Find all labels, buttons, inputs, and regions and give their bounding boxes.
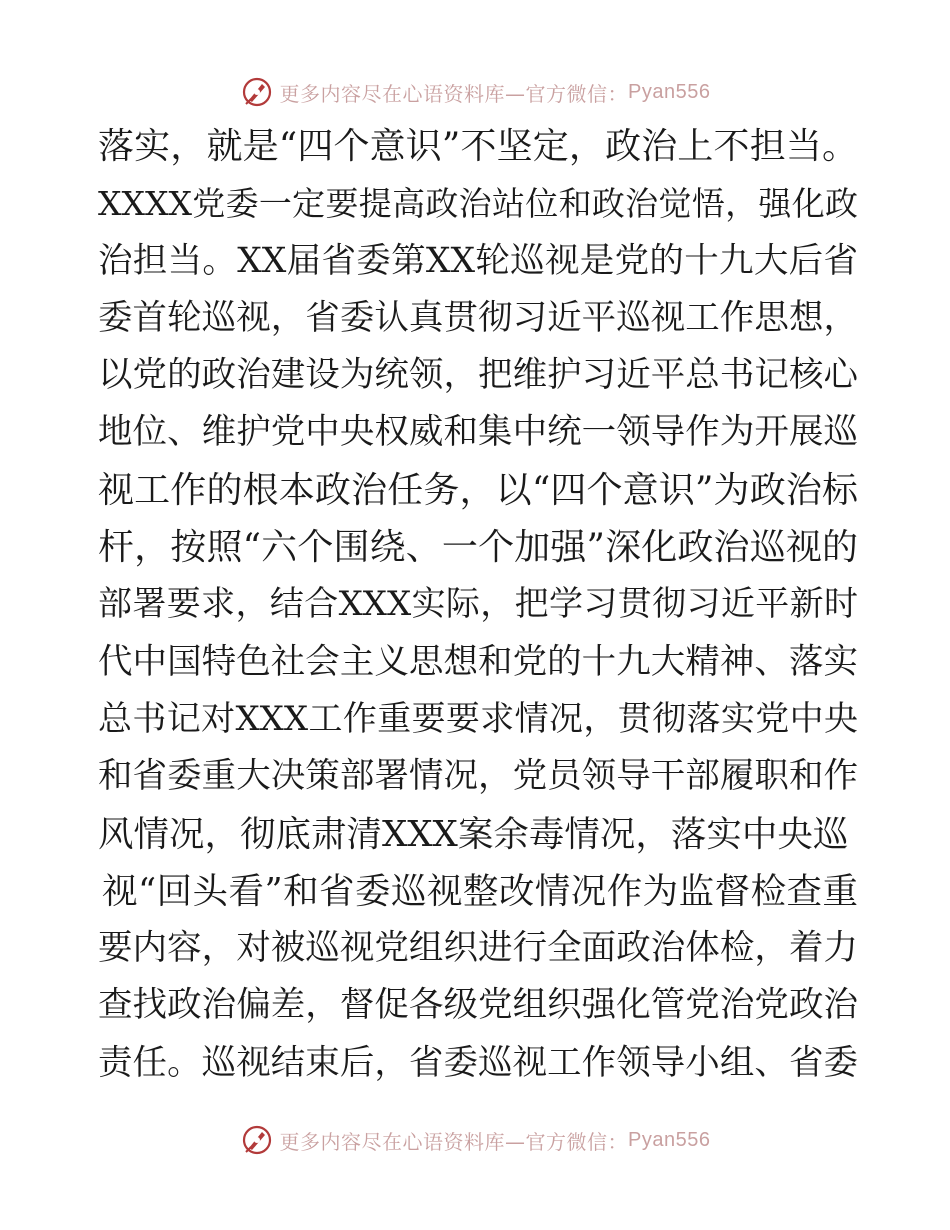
text-line: 风情况，彻底肃清XXX案余毒情况，落实中央巡 (98, 813, 849, 855)
footer-watermark (0, 1120, 950, 1160)
watermark-wechat-id: Pyan556 (628, 80, 711, 103)
watermark-text: 更多内容尽在心语资料库—官方微信： (279, 1129, 629, 1154)
text-line: 部署要求，结合XXX实际，把学习贯彻习近平新时 (98, 584, 858, 625)
body-text (98, 118, 858, 1092)
header-watermark (0, 72, 950, 112)
watermark-wechat-id: Pyan556 (628, 1128, 711, 1151)
quill-logo-icon (240, 75, 274, 109)
text-line: 地位、维护党中央权威和集中统一领导作为开展巡 (98, 412, 858, 453)
text-line: 代中国特色社会主义思想和党的十九大精神、落实 (98, 641, 858, 682)
text-line: 总书记对XXX工作重要要求情况，贯彻落实党中央 (98, 698, 858, 739)
quill-logo-icon (240, 1123, 274, 1157)
text-line: 委首轮巡视，省委认真贯彻习近平巡视工作思想， (98, 297, 858, 338)
text-line: 视“回头看”和省委巡视整改情况作为监督检查重 (102, 870, 858, 912)
text-line: 视工作的根本政治任务，以“四个意识”为政治标 (98, 469, 858, 511)
text-line: 和省委重大决策部署情况，党员领导干部履职和作 (98, 756, 858, 797)
text-line: 落实，就是“四个意识”不坚定，政治上不担当。 (98, 126, 858, 167)
text-line: 查找政治偏差，督促各级党组织强化管党治党政治 (98, 985, 858, 1026)
text-line: 要内容，对被巡视党组织进行全面政治体检，着力 (98, 928, 858, 969)
text-line: 责任。巡视结束后，省委巡视工作领导小组、省委 (98, 1042, 858, 1083)
text-line: 治担当。XX届省委第XX轮巡视是党的十九大后省 (98, 240, 858, 281)
text-line: 杆，按照“六个围绕、一个加强”深化政治巡视的 (98, 527, 858, 569)
watermark-text: 更多内容尽在心语资料库—官方微信： (279, 81, 629, 106)
text-line: 以党的政治建设为统领，把维护习近平总书记核心 (98, 355, 858, 396)
text-line: XXXX党委一定要提高政治站位和政治觉悟，强化政 (98, 184, 858, 224)
